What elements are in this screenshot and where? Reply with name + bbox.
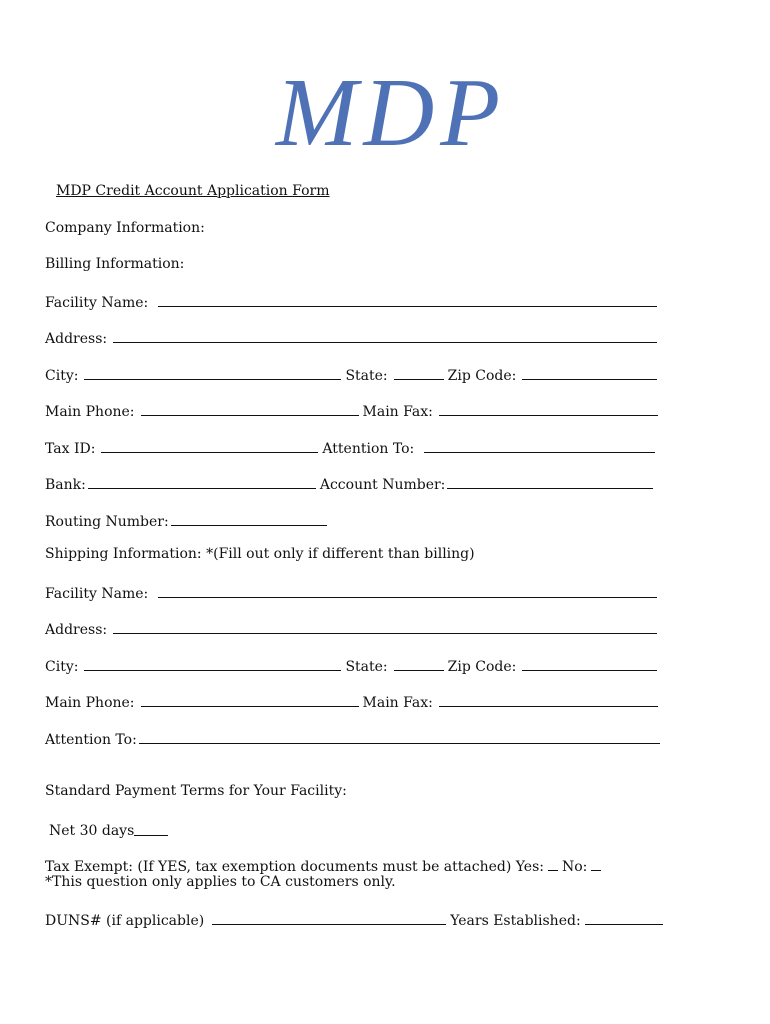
shipping-state-label: State: xyxy=(345,659,388,675)
billing-main-fax-label: Main Fax: xyxy=(362,404,433,420)
billing-facility-field[interactable] xyxy=(158,306,657,307)
form-title: MDP Credit Account Application Form xyxy=(56,183,330,199)
billing-zip-label: Zip Code: xyxy=(447,368,517,384)
shipping-zip-field[interactable] xyxy=(522,670,657,671)
shipping-city-row xyxy=(45,653,665,675)
billing-attention-label: Attention To: xyxy=(322,441,415,457)
billing-address-row xyxy=(45,325,665,347)
billing-main-phone-field[interactable] xyxy=(141,415,359,416)
shipping-attention-label: Attention To: xyxy=(45,732,137,748)
billing-account-number-field[interactable] xyxy=(447,488,653,489)
shipping-address-row xyxy=(45,616,665,638)
shipping-main-phone-field[interactable] xyxy=(141,706,359,707)
net-days-field[interactable] xyxy=(134,835,168,836)
shipping-main-fax-label: Main Fax: xyxy=(362,695,433,711)
shipping-main-phone-label: Main Phone: xyxy=(45,695,135,711)
billing-main-phone-label: Main Phone: xyxy=(45,404,135,420)
billing-tax-id-label: Tax ID: xyxy=(45,441,96,457)
billing-facility-label: Facility Name: xyxy=(45,295,149,311)
duns-label: DUNS# (if applicable) xyxy=(45,913,205,929)
company-information-heading: Company Information: xyxy=(45,220,205,236)
mdp-logo: MDP xyxy=(275,59,507,167)
shipping-address-field[interactable] xyxy=(113,633,657,634)
billing-account-number-label: Account Number: xyxy=(319,477,446,493)
billing-routing-row xyxy=(45,508,665,530)
billing-city-field[interactable] xyxy=(84,379,341,380)
duns-field[interactable] xyxy=(212,924,446,925)
billing-phone-row xyxy=(45,398,665,420)
duns-row xyxy=(45,907,665,929)
billing-zip-field[interactable] xyxy=(522,379,657,380)
billing-facility-row xyxy=(45,289,665,311)
billing-routing-field[interactable] xyxy=(171,525,327,526)
shipping-city-field[interactable] xyxy=(84,670,341,671)
tax-exempt-no-field[interactable] xyxy=(591,870,601,871)
payment-terms-heading: Standard Payment Terms for Your Facility: xyxy=(45,783,347,799)
shipping-facility-field[interactable] xyxy=(158,597,657,598)
net-days-label: Net 30 days xyxy=(49,823,135,839)
shipping-attention-row xyxy=(45,726,665,748)
shipping-address-label: Address: xyxy=(45,622,108,638)
billing-bank-label: Bank: xyxy=(45,477,86,493)
billing-information-heading: Billing Information: xyxy=(45,256,185,272)
net-days-row xyxy=(49,817,669,839)
years-established-field[interactable] xyxy=(585,924,663,925)
tax-exempt-label: Tax Exempt: (If YES, tax exemption documents must be attached) Yes: xyxy=(45,859,544,875)
billing-state-field[interactable] xyxy=(394,379,444,380)
billing-city-row xyxy=(45,362,665,384)
billing-tax-id-field[interactable] xyxy=(101,452,318,453)
shipping-main-fax-field[interactable] xyxy=(439,706,658,707)
shipping-city-label: City: xyxy=(45,659,79,675)
billing-city-label: City: xyxy=(45,368,79,384)
tax-exempt-row xyxy=(45,853,665,875)
shipping-state-field[interactable] xyxy=(394,670,444,671)
shipping-facility-label: Facility Name: xyxy=(45,586,149,602)
shipping-phone-row xyxy=(45,689,665,711)
shipping-information-heading: Shipping Information: *(Fill out only if different than billing) xyxy=(45,546,475,562)
billing-attention-field[interactable] xyxy=(424,452,655,453)
billing-address-field[interactable] xyxy=(113,342,657,343)
tax-exempt-no-label: No: xyxy=(561,859,588,875)
billing-address-label: Address: xyxy=(45,331,108,347)
shipping-facility-row xyxy=(45,580,665,602)
shipping-attention-field[interactable] xyxy=(139,743,660,744)
billing-taxid-row xyxy=(45,435,665,457)
shipping-zip-label: Zip Code: xyxy=(447,659,517,675)
billing-bank-field[interactable] xyxy=(88,488,316,489)
years-established-label: Years Established: xyxy=(450,913,581,929)
ca-customers-note: *This question only applies to CA customers only. xyxy=(45,874,396,890)
billing-routing-label: Routing Number: xyxy=(45,514,169,530)
tax-exempt-yes-field[interactable] xyxy=(548,870,558,871)
billing-main-fax-field[interactable] xyxy=(439,415,658,416)
billing-bank-row xyxy=(45,471,665,493)
billing-state-label: State: xyxy=(345,368,388,384)
